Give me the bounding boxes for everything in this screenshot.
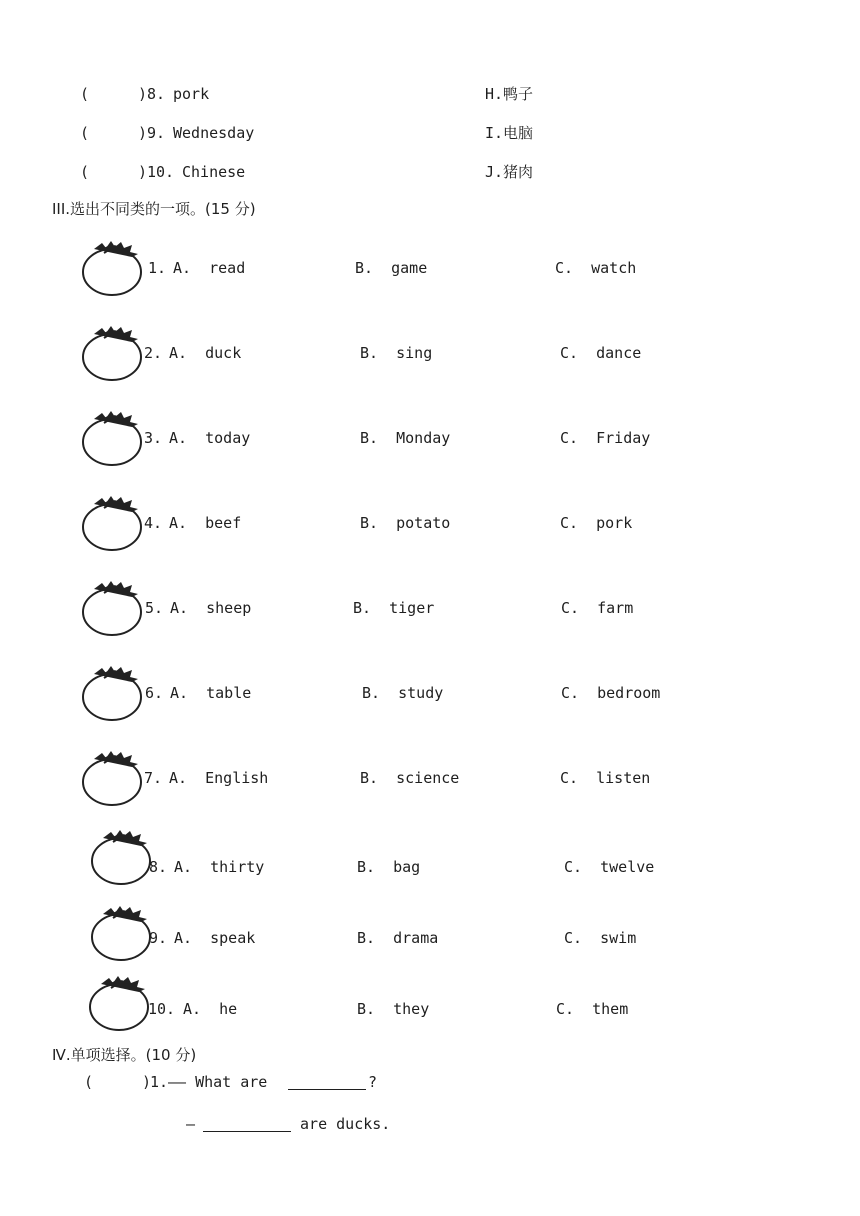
- section-4-title: Ⅳ.单项选择。(10 分): [52, 1046, 197, 1064]
- option-c: C. pork: [560, 514, 633, 532]
- option-a: A. today: [169, 429, 251, 447]
- answer-paren-close: ): [142, 1073, 152, 1091]
- section-3-title: III.选出不同类的一项。(15 分): [52, 200, 256, 218]
- answer-paren-open: (: [80, 124, 90, 142]
- answer-paren-close: ): [138, 163, 148, 181]
- tomato-icon: [80, 239, 144, 299]
- answer-paren-open: (: [80, 163, 90, 181]
- item-number: 8.: [147, 85, 166, 103]
- option-b: B. tiger: [353, 599, 435, 617]
- option-a: A. sheep: [170, 599, 252, 617]
- option-a: A. thirty: [174, 858, 265, 876]
- item-number: 5.: [145, 599, 164, 617]
- option-b: B. science: [360, 769, 460, 787]
- option-a: A. table: [170, 684, 252, 702]
- option-b: B. game: [355, 259, 428, 277]
- option-c: C. twelve: [564, 858, 655, 876]
- item-number: 1.: [148, 259, 167, 277]
- option-c: C. watch: [555, 259, 637, 277]
- option-a: A. beef: [169, 514, 242, 532]
- answer-paren-open: (: [80, 85, 90, 103]
- option-c: C. Friday: [560, 429, 651, 447]
- item-option: H.鸭子: [485, 85, 534, 103]
- tomato-icon: [80, 749, 144, 809]
- item-number: 6.: [145, 684, 164, 702]
- option-b: B. bag: [357, 858, 421, 876]
- tomato-icon: [80, 494, 144, 554]
- option-c: C. listen: [560, 769, 651, 787]
- option-a: A. he: [183, 1000, 238, 1018]
- option-c: C. bedroom: [561, 684, 661, 702]
- option-a: A. duck: [169, 344, 242, 362]
- option-b: B. potato: [360, 514, 451, 532]
- option-b: B. drama: [357, 929, 439, 947]
- tomato-icon: [80, 409, 144, 469]
- answer-blank[interactable]: [203, 1117, 291, 1132]
- answer-text: are ducks.: [291, 1115, 391, 1133]
- item-number: 8.: [149, 858, 168, 876]
- tomato-icon: [80, 324, 144, 384]
- item-option: J.猪肉: [485, 163, 534, 181]
- tomato-icon: [87, 974, 151, 1034]
- option-c: C. dance: [560, 344, 642, 362]
- option-a: A. speak: [174, 929, 256, 947]
- item-number: 3.: [144, 429, 163, 447]
- tomato-icon: [89, 904, 153, 964]
- option-a: A. English: [169, 769, 269, 787]
- item-number: 9.: [147, 124, 166, 142]
- item-word: pork: [173, 85, 210, 103]
- option-a: A. read: [173, 259, 246, 277]
- item-number: 4.: [144, 514, 163, 532]
- option-b: B. they: [357, 1000, 430, 1018]
- question-number: 1.: [150, 1073, 169, 1091]
- item-word: Wednesday: [173, 124, 255, 142]
- option-b: B. sing: [360, 344, 433, 362]
- item-number: 9.: [149, 929, 168, 947]
- item-number: 10.: [147, 163, 175, 181]
- item-option: I.电脑: [485, 124, 534, 142]
- item-number: 2.: [144, 344, 163, 362]
- question-text: —— What are: [168, 1073, 268, 1091]
- tomato-icon: [80, 664, 144, 724]
- answer-dash: —: [186, 1115, 196, 1133]
- question-blank[interactable]: [288, 1075, 366, 1090]
- option-b: B. Monday: [360, 429, 451, 447]
- answer-paren-close: ): [138, 124, 148, 142]
- tomato-icon: [89, 828, 153, 888]
- option-c: C. swim: [564, 929, 637, 947]
- item-word: Chinese: [182, 163, 246, 181]
- tomato-icon: [80, 579, 144, 639]
- item-number: 7.: [144, 769, 163, 787]
- option-b: B. study: [362, 684, 444, 702]
- option-c: C. farm: [561, 599, 634, 617]
- answer-paren-close: ): [138, 85, 148, 103]
- answer-paren-open: (: [84, 1073, 94, 1091]
- question-mark: ?: [368, 1073, 378, 1091]
- item-number: 10.: [148, 1000, 176, 1018]
- option-c: C. them: [556, 1000, 629, 1018]
